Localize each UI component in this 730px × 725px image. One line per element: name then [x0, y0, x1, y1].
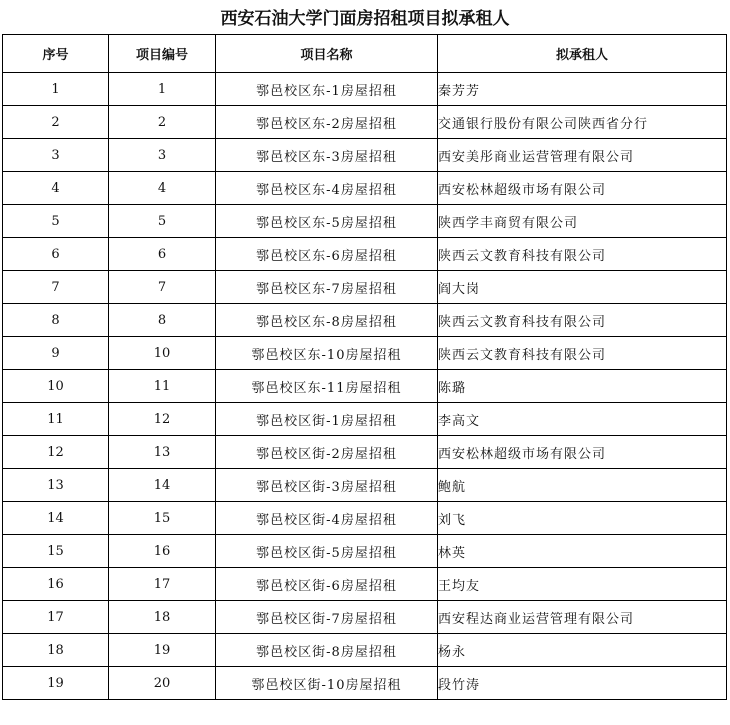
table-row [3, 667, 727, 700]
cell-seq: 7 [3, 271, 109, 304]
cell-project-no: 1 [109, 73, 216, 106]
header-tenant: 拟承租人 [438, 35, 727, 73]
cell-project-no: 17 [109, 568, 216, 601]
header-project-no: 项目编号 [109, 35, 216, 73]
cell-seq: 1 [3, 73, 109, 106]
cell-project-name: 鄠邑校区东-2房屋招租 [216, 106, 438, 139]
table-row [3, 535, 727, 568]
cell-project-name: 鄠邑校区街-8房屋招租 [216, 634, 438, 667]
header-seq: 序号 [3, 35, 109, 73]
cell-project-no: 15 [109, 502, 216, 535]
cell-project-name: 鄠邑校区东-6房屋招租 [216, 238, 438, 271]
cell-project-name: 鄠邑校区东-3房屋招租 [216, 139, 438, 172]
cell-tenant: 杨永 [438, 634, 727, 667]
cell-tenant: 王均友 [438, 568, 727, 601]
table-row [3, 370, 727, 403]
table-row [3, 271, 727, 304]
cell-project-no: 19 [109, 634, 216, 667]
cell-seq: 17 [3, 601, 109, 634]
table-row [3, 601, 727, 634]
table-row [3, 337, 727, 370]
cell-project-no: 3 [109, 139, 216, 172]
cell-project-name: 鄠邑校区街-10房屋招租 [216, 667, 438, 700]
cell-project-no: 7 [109, 271, 216, 304]
cell-tenant: 林英 [438, 535, 727, 568]
cell-seq: 9 [3, 337, 109, 370]
table-row [3, 502, 727, 535]
cell-project-name: 鄠邑校区街-3房屋招租 [216, 469, 438, 502]
table-row [3, 205, 727, 238]
cell-project-no: 11 [109, 370, 216, 403]
cell-project-no: 6 [109, 238, 216, 271]
cell-project-name: 鄠邑校区东-8房屋招租 [216, 304, 438, 337]
cell-project-no: 10 [109, 337, 216, 370]
cell-tenant: 西安美彤商业运营管理有限公司 [438, 139, 727, 172]
table-row [3, 634, 727, 667]
cell-tenant: 阎大岗 [438, 271, 727, 304]
cell-tenant: 陕西学丰商贸有限公司 [438, 205, 727, 238]
cell-seq: 6 [3, 238, 109, 271]
cell-project-name: 鄠邑校区街-2房屋招租 [216, 436, 438, 469]
cell-project-name: 鄠邑校区街-1房屋招租 [216, 403, 438, 436]
table-row [3, 139, 727, 172]
table-body [3, 73, 727, 700]
cell-tenant: 段竹涛 [438, 667, 727, 700]
cell-tenant: 西安松林超级市场有限公司 [438, 172, 727, 205]
cell-tenant: 西安松林超级市场有限公司 [438, 436, 727, 469]
page-title: 西安石油大学门面房招租项目拟承租人 [220, 9, 510, 29]
cell-seq: 8 [3, 304, 109, 337]
table-row [3, 106, 727, 139]
cell-seq: 4 [3, 172, 109, 205]
cell-project-no: 2 [109, 106, 216, 139]
cell-project-no: 20 [109, 667, 216, 700]
cell-seq: 13 [3, 469, 109, 502]
cell-project-name: 鄠邑校区东-11房屋招租 [216, 370, 438, 403]
table-row [3, 238, 727, 271]
cell-seq: 19 [3, 667, 109, 700]
cell-seq: 18 [3, 634, 109, 667]
cell-seq: 14 [3, 502, 109, 535]
cell-seq: 5 [3, 205, 109, 238]
cell-project-name: 鄠邑校区东-1房屋招租 [216, 73, 438, 106]
table-row [3, 73, 727, 106]
table-row [3, 469, 727, 502]
cell-seq: 12 [3, 436, 109, 469]
cell-tenant: 陕西云文教育科技有限公司 [438, 337, 727, 370]
cell-project-no: 18 [109, 601, 216, 634]
cell-project-no: 4 [109, 172, 216, 205]
cell-project-no: 14 [109, 469, 216, 502]
cell-project-no: 8 [109, 304, 216, 337]
tenant-table [2, 34, 727, 700]
cell-project-no: 16 [109, 535, 216, 568]
cell-tenant: 刘飞 [438, 502, 727, 535]
cell-seq: 11 [3, 403, 109, 436]
cell-tenant: 陈璐 [438, 370, 727, 403]
cell-project-name: 鄠邑校区街-6房屋招租 [216, 568, 438, 601]
cell-tenant: 交通银行股份有限公司陕西省分行 [438, 106, 727, 139]
header-project-name: 项目名称 [216, 35, 438, 73]
cell-tenant: 西安程达商业运营管理有限公司 [438, 601, 727, 634]
cell-tenant: 秦芳芳 [438, 73, 727, 106]
table-header-row [3, 35, 727, 73]
table-row [3, 304, 727, 337]
cell-project-name: 鄠邑校区街-4房屋招租 [216, 502, 438, 535]
cell-seq: 15 [3, 535, 109, 568]
cell-seq: 10 [3, 370, 109, 403]
cell-project-name: 鄠邑校区东-10房屋招租 [216, 337, 438, 370]
cell-project-no: 13 [109, 436, 216, 469]
cell-seq: 16 [3, 568, 109, 601]
cell-project-name: 鄠邑校区东-7房屋招租 [216, 271, 438, 304]
cell-project-name: 鄠邑校区街-7房屋招租 [216, 601, 438, 634]
cell-seq: 3 [3, 139, 109, 172]
cell-tenant: 陕西云文教育科技有限公司 [438, 304, 727, 337]
table-row [3, 436, 727, 469]
cell-project-no: 12 [109, 403, 216, 436]
cell-project-no: 5 [109, 205, 216, 238]
cell-project-name: 鄠邑校区东-4房屋招租 [216, 172, 438, 205]
table-row [3, 568, 727, 601]
table-row [3, 172, 727, 205]
table-row [3, 403, 727, 436]
cell-project-name: 鄠邑校区街-5房屋招租 [216, 535, 438, 568]
cell-seq: 2 [3, 106, 109, 139]
cell-tenant: 陕西云文教育科技有限公司 [438, 238, 727, 271]
cell-tenant: 李高文 [438, 403, 727, 436]
cell-tenant: 鲍航 [438, 469, 727, 502]
cell-project-name: 鄠邑校区东-5房屋招租 [216, 205, 438, 238]
